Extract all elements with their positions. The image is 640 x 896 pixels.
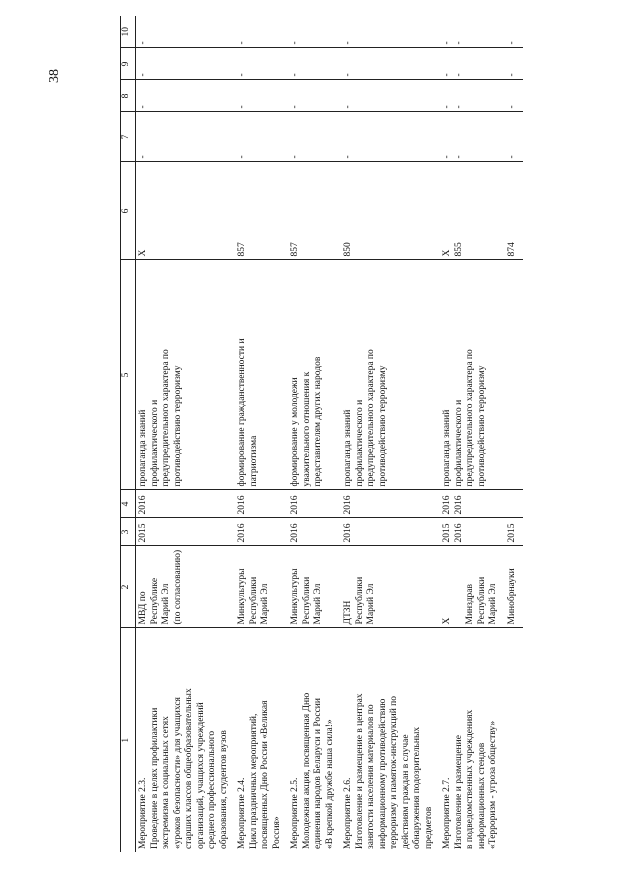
cell-text-line: предупредительного характера по	[161, 349, 171, 487]
table-row	[440, 16, 505, 852]
cell-col-7: -	[288, 112, 341, 162]
cell-col-8: - -	[440, 80, 505, 112]
cell-text-line: информационных стендов	[476, 742, 487, 849]
cell-text-line: противодействию терроризму	[476, 365, 487, 487]
cell-col-6: X	[136, 162, 236, 260]
cell-text-line: Проведение в целях профилактики	[149, 707, 160, 849]
cell-text-line: занятости населения материалов по	[366, 704, 376, 849]
cell-col-8: -	[505, 80, 524, 112]
cell-col-3: 2016	[288, 518, 341, 546]
cell-text-line: посвященных Дню России «Великая	[260, 700, 270, 849]
column-header-9: 9	[121, 48, 136, 80]
cell-text-line: профилактического и	[354, 399, 365, 487]
cell-col-9: -	[136, 48, 236, 80]
cell-col-5	[288, 260, 341, 490]
cell-col-2	[341, 546, 440, 628]
cell-text-line: Марий Эл	[161, 583, 171, 625]
cell-text-line: Марий Эл	[260, 583, 270, 625]
cell-col-5	[341, 260, 440, 490]
cell-text-line: «Терроризм - угроза обществу»	[488, 720, 498, 849]
cell-text-line: информационному противодействию	[377, 698, 388, 849]
cell-text-line: предупредительного характера по	[465, 349, 475, 487]
cell-col-9: -	[505, 48, 524, 80]
cell-text-line: Мероприятие 2.5.	[290, 777, 300, 849]
cell-text-line: уважительного отношения к	[301, 371, 312, 487]
program-table	[120, 16, 523, 852]
cell-text-line: Марий Эл	[366, 583, 376, 625]
cell-text-line: профилактического и	[149, 399, 160, 487]
cell-col-3: 2015 2016	[440, 518, 505, 546]
cell-col-3: 2015	[505, 518, 524, 546]
cell-text-line: предметов	[423, 806, 434, 849]
table-row	[136, 16, 236, 852]
cell-text-line: Республики	[354, 576, 365, 625]
cell-text-line: Молодежная акция, посвященная Дню	[301, 692, 312, 849]
cell-text-line: Минобрнауки	[506, 568, 517, 625]
cell-text-line: Мероприятие 2.3.	[138, 777, 148, 849]
cell-text-line: Изготовление и размещение в центрах	[354, 693, 365, 849]
cell-col-7: - -	[440, 112, 505, 162]
cell-text-line: «уроков безопасности» для учащихся	[172, 697, 183, 849]
cell-col-8: -	[341, 80, 440, 112]
cell-col-8: -	[136, 80, 236, 112]
cell-text-line: в подведомственных учреждениях	[465, 709, 475, 849]
column-header-5: 5	[121, 260, 136, 490]
cell-col-5	[235, 260, 288, 490]
cell-text-line: «В крепкой дружбе наша сила!»	[324, 719, 335, 849]
cell-text-line: Республики	[476, 576, 487, 625]
cell-text-line: Минкультуры	[237, 568, 247, 625]
cell-col-1	[505, 628, 524, 852]
cell-col-1	[136, 628, 236, 852]
cell-text-line: единения народов Беларуси и России	[313, 698, 323, 849]
cell-col-1	[235, 628, 288, 852]
cell-text-line: профилактического и	[453, 399, 464, 487]
cell-text-line	[454, 550, 466, 625]
cell-text-line: Марий Эл	[313, 583, 323, 625]
cell-col-1	[440, 628, 505, 852]
cell-col-1	[288, 628, 341, 852]
cell-col-4: 2016	[235, 490, 288, 518]
cell-col-10: -	[505, 16, 524, 48]
cell-text-line: организаций, учащихся учреждений	[195, 702, 206, 849]
cell-col-4: 2016	[136, 490, 236, 518]
column-header-4: 4	[121, 490, 136, 518]
cell-col-3: 2016	[235, 518, 288, 546]
cell-col-3: 2016	[341, 518, 440, 546]
cell-col-7: -	[235, 112, 288, 162]
cell-text-line: предупредительного характера по	[366, 349, 376, 487]
column-header-row	[121, 16, 136, 852]
cell-text-line: Россия»	[271, 816, 282, 849]
cell-col-7: -	[341, 112, 440, 162]
column-header-6: 6	[121, 162, 136, 260]
cell-col-3: 2015	[136, 518, 236, 546]
cell-text-line: ДТЗН	[343, 600, 353, 625]
cell-text-line: Изготовление и размещение	[453, 735, 464, 849]
table-row	[235, 16, 288, 852]
cell-col-5	[440, 260, 505, 490]
cell-col-6: 857	[288, 162, 341, 260]
cell-col-9: -	[341, 48, 440, 80]
cell-text-line: образования, студентов вузов	[218, 730, 229, 849]
cell-text-line: Минздрав	[465, 584, 475, 625]
cell-text-line: Цикл праздничных мероприятий,	[248, 713, 259, 849]
cell-col-5	[505, 260, 524, 490]
cell-text-line: Минкультуры	[290, 568, 300, 625]
cell-text-line: Мероприятие 2.4.	[237, 777, 247, 849]
cell-text-line: Мероприятие 2.6.	[343, 777, 353, 849]
cell-col-4: 2016 2016	[440, 490, 505, 518]
cell-text-line: терроризму и памяток-инструкций по	[389, 695, 399, 849]
cell-col-2	[235, 546, 288, 628]
cell-text-line: представителям других народов	[313, 356, 323, 487]
table-row	[505, 16, 524, 852]
cell-text-line: обнаружения подозрительных	[412, 726, 422, 849]
column-header-8: 8	[121, 80, 136, 112]
cell-col-1	[341, 628, 440, 852]
cell-text-line: Республики	[248, 576, 259, 625]
cell-col-4: 2016	[288, 490, 341, 518]
cell-col-10: -	[136, 16, 236, 48]
cell-text-line: экстремизма в социальных сетях	[161, 716, 171, 849]
column-header-1: 1	[121, 628, 136, 852]
cell-text-line: противодействию терроризму	[172, 365, 183, 487]
cell-text-line: (по согласованию)	[172, 549, 183, 625]
cell-col-9: -	[288, 48, 341, 80]
cell-col-2	[288, 546, 341, 628]
cell-col-2	[505, 546, 524, 628]
cell-text-line: противодействию терроризму	[377, 365, 388, 487]
cell-text-line: Республике	[149, 577, 160, 625]
cell-text-line: пропаганда знаний	[138, 409, 148, 487]
column-header-3: 3	[121, 518, 136, 546]
cell-text-line: Мероприятие 2.7.	[442, 777, 452, 849]
cell-col-5	[136, 260, 236, 490]
table-body	[136, 16, 524, 852]
cell-col-4	[505, 490, 524, 518]
cell-text-line: действиям граждан в случае	[400, 734, 411, 849]
column-header-7: 7	[121, 112, 136, 162]
cell-text-line: формирование у молодежи	[290, 377, 300, 487]
cell-text-line	[507, 632, 519, 850]
cell-text-line: Марий Эл	[488, 583, 498, 625]
cell-col-2	[136, 546, 236, 628]
cell-col-7: -	[136, 112, 236, 162]
cell-text-line: Республики	[301, 576, 312, 625]
cell-col-6: 857	[235, 162, 288, 260]
cell-col-6: X 855	[440, 162, 505, 260]
cell-text-line: X	[442, 617, 452, 625]
table-row	[341, 16, 440, 852]
cell-col-2	[440, 546, 505, 628]
cell-col-8: -	[288, 80, 341, 112]
cell-text-line	[507, 264, 519, 487]
cell-col-10: - -	[440, 16, 505, 48]
cell-text-line: среднего профессионального	[207, 730, 217, 849]
cell-col-9: - -	[440, 48, 505, 80]
cell-col-4: 2016	[341, 490, 440, 518]
page-number: 38	[47, 69, 62, 83]
column-header-10: 10	[121, 16, 136, 48]
cell-col-6: 874	[505, 162, 524, 260]
cell-col-10: -	[288, 16, 341, 48]
cell-text-line: старших классов общеобразовательных	[184, 688, 194, 849]
cell-col-10: -	[341, 16, 440, 48]
cell-text-line: пропаганда знаний	[343, 409, 353, 487]
cell-col-6: 850	[341, 162, 440, 260]
cell-text-line: пропаганда знаний	[442, 409, 452, 487]
cell-col-9: -	[235, 48, 288, 80]
cell-col-7: -	[505, 112, 524, 162]
cell-text-line: патриотизма	[248, 435, 259, 487]
cell-text-line: МВД по	[138, 591, 148, 625]
table-row	[288, 16, 341, 852]
cell-col-8: -	[235, 80, 288, 112]
cell-text-line: формирование гражданственности и	[237, 338, 247, 487]
column-header-2: 2	[121, 546, 136, 628]
cell-col-10: -	[235, 16, 288, 48]
